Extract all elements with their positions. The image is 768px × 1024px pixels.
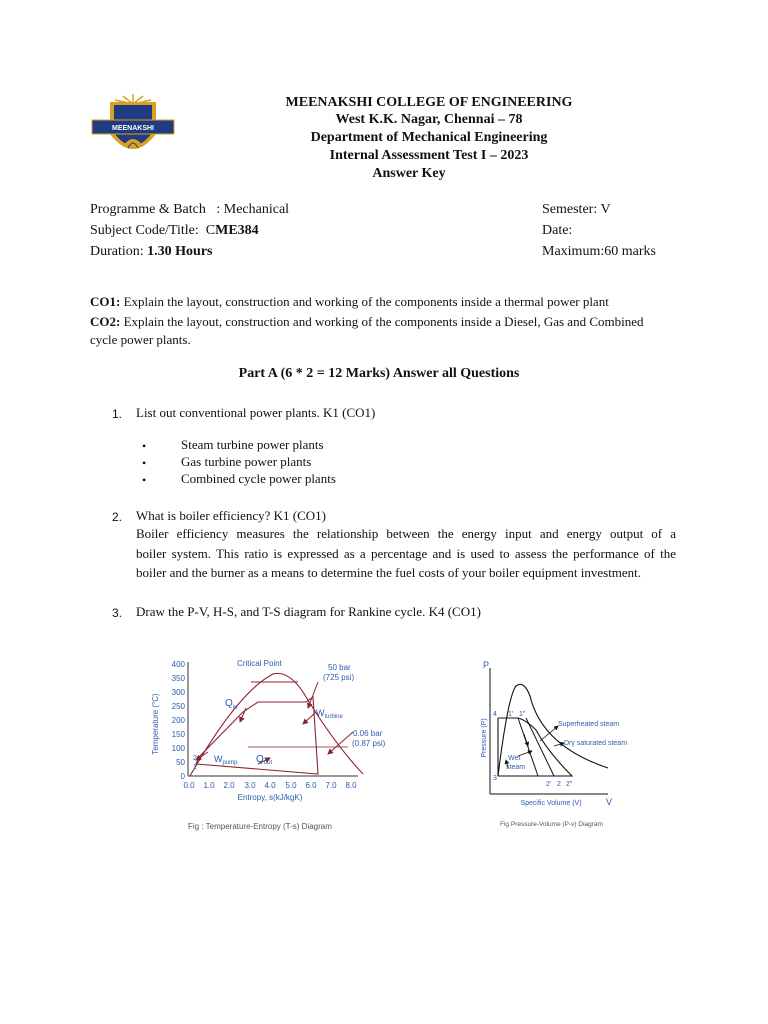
pv-point-3: 3 (493, 775, 497, 782)
q1-text: List out conventional power plants. K1 (CO1) (136, 405, 376, 420)
q2-number: 2. (112, 510, 123, 524)
co2-text-line2: cycle power plants. (90, 332, 191, 347)
logo-text: MEENAKSHI (111, 125, 155, 132)
ts-ytick: 350 (171, 674, 185, 683)
low-pressure-label-2: (0.87 psi) (352, 739, 386, 748)
q1-number: 1. (112, 407, 123, 421)
ts-ytick: 0 (180, 772, 185, 781)
low-pressure-label-1: 0.06 bar (353, 729, 383, 738)
bullet-dot: • (142, 456, 147, 470)
subject-prefix: C (205, 223, 216, 238)
q3-number: 3. (112, 606, 123, 620)
doc-type: Answer Key (372, 166, 446, 181)
ts-xtick: 6.0 (305, 781, 317, 790)
wet-steam-label-1: Wet (508, 755, 521, 762)
q3-text: Draw the P-V, H-S, and T-S diagram for Rankine cycle. K4 (CO1) (136, 604, 481, 619)
ts-xtick: 7.0 (325, 781, 337, 790)
q1-bullet-2: Gas turbine power plants (181, 454, 312, 469)
ts-xtick: 1.0 (203, 781, 215, 790)
q2-answer-line2: boiler system. This ratio is expressed as a percentage and is used to assess the performance of the (136, 546, 676, 561)
pv-point-1p: 1' (508, 711, 514, 718)
ts-point-2: 2 (193, 755, 197, 762)
pv-point-1pp: 1" (519, 711, 526, 718)
duration-value: 1.30 Hours (147, 244, 213, 259)
pv-p-axis: P (483, 660, 490, 670)
part-a-title: Part A (6 * 2 = 12 Marks) Answer all Questions (238, 366, 520, 381)
ts-ytick: 250 (171, 702, 185, 711)
superheated-label: Superheated steam (558, 721, 620, 728)
ts-xtick: 8.0 (345, 781, 357, 790)
co2-label: CO2: (90, 314, 121, 329)
co2 (90, 314, 710, 330)
ts-xtick: 0.0 (183, 781, 195, 790)
subject-code (90, 222, 259, 240)
programme-value: : Mechanical (216, 202, 290, 217)
test-name: Internal Assessment Test I – 2023 (329, 148, 529, 163)
ts-xtick: 5.0 (285, 781, 297, 790)
critical-point-label: Critical Point (237, 659, 282, 668)
high-pressure-label-2: (725 psi) (323, 673, 355, 682)
ts-ytick: 100 (171, 744, 185, 753)
subject-label: Subject Code/Title: (90, 223, 199, 238)
ts-ytick: 200 (171, 716, 185, 725)
ts-caption: Fig : Temperature-Entropy (T-s) Diagram (188, 822, 332, 831)
bullet-dot: • (142, 473, 147, 487)
ts-xtick: 2.0 (223, 781, 235, 790)
programme-label: Programme & Batch (90, 202, 206, 217)
wet-steam-label-2: steam (506, 764, 526, 771)
ts-ytick: 300 (171, 688, 185, 697)
q1-bullet-3: Combined cycle power plants (181, 471, 336, 486)
department-name: Department of Mechanical Engineering (310, 130, 548, 145)
ts-ytick: 50 (176, 758, 185, 767)
duration-label: Duration: (90, 244, 144, 259)
w-turbine-label: $W_{turbine}$ (316, 708, 343, 720)
high-pressure-label-1: 50 bar (328, 663, 351, 672)
q2-text: What is boiler efficiency? K1 (CO1) (136, 508, 326, 523)
q-out-label: $Q_{out}$ (256, 754, 273, 766)
college-address: West K.K. Nagar, Chennai – 78 (335, 112, 523, 127)
dry-saturated-label: Dry saturated steam (564, 740, 628, 747)
pv-caption: Fig Pressure-Volume (P-v) Diagram (500, 821, 603, 828)
pv-ylabel: Pressure (P) (481, 718, 488, 758)
ts-xtick: 3.0 (244, 781, 256, 790)
ts-ytick: 400 (171, 660, 185, 669)
ts-xtick: 4.0 (264, 781, 276, 790)
college-name: MEENAKSHI COLLEGE OF ENGINEERING (285, 95, 573, 110)
co2-text-line1: Explain the layout, construction and working of the components inside a Diesel, Gas and Combined (123, 314, 644, 329)
co1-text: Explain the layout, construction and working of the components inside a thermal power plant (123, 294, 609, 309)
q-in-label: $Q_{in}$ (225, 698, 238, 711)
pv-point-2pp: 2" (566, 781, 573, 788)
co1-label: CO1: (90, 294, 121, 309)
programme-batch (90, 201, 289, 219)
subject-code-value: ME384 (215, 223, 259, 238)
w-pump-label: $W_{pump}$ (214, 754, 238, 766)
q2-answer-line1: Boiler efficiency measures the relationship between the energy input and energy output of a (136, 526, 676, 541)
pv-point-4: 4 (493, 711, 497, 718)
ts-point-1: 1 (193, 764, 197, 771)
q1-bullet-1: Steam turbine power plants (181, 437, 324, 452)
ts-ylabel: Temperature (°C) (151, 693, 160, 755)
semester: Semester: V (542, 202, 611, 217)
pv-xlabel: Specific Volume (V) (520, 800, 582, 807)
pv-diagram (478, 656, 658, 832)
co1 (90, 294, 690, 310)
q2-answer-line3: boiler and the burner as a means to determine the fuel costs of your boiler equipment investment. (136, 565, 642, 580)
pv-point-2p: 2' (546, 781, 552, 788)
ts-ytick: 150 (171, 730, 185, 739)
pv-v-axis: V (606, 797, 613, 807)
max-marks: Maximum:60 marks (542, 244, 656, 259)
ts-diagram (148, 652, 410, 834)
date: Date: (542, 223, 573, 238)
duration (90, 243, 213, 261)
bullet-dot: • (142, 439, 147, 453)
ts-xlabel: Entropy, s(kJ/kgK) (237, 793, 303, 802)
pv-point-2: 2 (557, 781, 561, 788)
